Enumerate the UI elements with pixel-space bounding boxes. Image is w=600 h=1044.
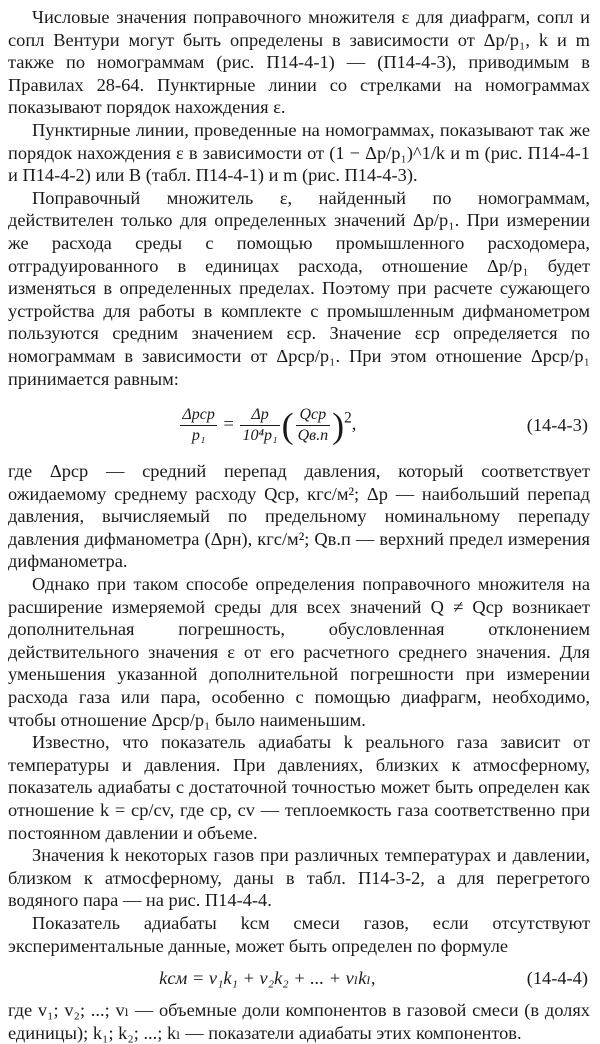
left-paren: ( <box>281 405 294 446</box>
lhs-numerator: Δpср <box>180 405 217 426</box>
fraction-q <box>296 405 331 446</box>
equation-number: (14-4-4) <box>526 967 588 988</box>
paragraph-where-definitions: где Δpср — средний перепад давления, который соответствует ожидаемому среднему расходу Qср, кгс/м²; Δp — наибольший перепад давления, вычисляемый по предельному номинальному перепаду давления дифманометра (Δpн), кгс/м²; Qв.п — верхний предел измерения дифманометра. <box>8 461 590 572</box>
exponent: 2 <box>344 409 352 427</box>
paragraph-volume-fractions: где v₁; v₂; ...; vₗ — объемные доли компонентов в газовой смеси (в долях единицы); k₁; k₂; ...; kₗ — показатели адиабаты этих компонентов. <box>8 1000 590 1043</box>
equation-number: (14-4-3) <box>526 414 588 435</box>
paragraph-dashed-lines: Пунктирные линии, проведенные на номограммах, показывают так же порядок нахождения ε в зависимости от (1 − Δp/p₁)^1/k и m (рис. П14-4-1 и П14-4-2) или B (табл. П14-4-1) и m (рис. П14-4-3). <box>8 119 590 186</box>
paragraph-k-values: Значения k некоторых газов при различных температурах и давлении, близком к атмосферному, даны в табл. П14-3-2, а для перегретого водяного пара — на рис. П14-4-4. <box>8 845 590 911</box>
right-paren: ) <box>332 405 345 446</box>
fraction-lhs <box>180 405 217 446</box>
lhs-denominator: p₁ <box>191 426 206 444</box>
formula-tail: , <box>351 413 357 434</box>
paragraph-additional-error: Однако при таком способе определения поправочного множителя на расширение измеряемой среды для всех значений Q ≠ Qср возникает дополнительная погрешность, обусловленная отклонением действительного значения ε от его расчетного среднего значения. Для уменьшения указанной дополнительной погрешности при измерении расхода газа или пара, особенно с помощью диафрагм, необходимо, чтобы отношение Δpср/p₁ было наименьшим. <box>8 574 590 730</box>
paragraph-epsilon-nomograms: Числовые значения поправочного множителя ε для диафрагм, сопл и сопл Вентури могут быть определены в зависимости от Δp/p₁, k и m также по номограммам (рис. П14-4-1) — (П14-4-3), приводимым в Правилах 28-64. Пунктирные линии со стрелками на номограммах показывают порядок нахождения ε. <box>8 7 590 118</box>
rhs-denominator: 10⁴p₁ <box>242 426 278 444</box>
equals-sign: = <box>223 413 234 434</box>
formula-body: kсм = v₁k₁ + v₂k₂ + ... + vₗkₗ, <box>159 967 376 988</box>
paragraph-mixture-k: Показатель адиабаты kсм смеси газов, если отсутствуют экспериментальные данные, может быть определен по формуле <box>8 912 590 956</box>
paragraph-adiabatic-index: Известно, что показатель адиабаты k реального газа зависит от температуры и давления. При давлениях, близких к атмосферному, показатель адиабаты с достаточной точностью может быть определен как отношение k = cp/cv, где cp, cv — теплоемкость газа соответственно при постоянном давлении и объеме. <box>8 732 590 843</box>
formula-14-4-3 <box>8 396 590 454</box>
rhs-numerator: Δp <box>240 405 279 426</box>
formula-body <box>8 405 527 446</box>
q-denominator: Qв.п <box>297 426 329 444</box>
paragraph-mean-epsilon: Поправочный множитель ε, найденный по номограммам, действителен только для определенных значений Δp/p₁. При измерении же расхода среды с помощью промышленного расходомера, отградуированного в единицах расхода, отношение Δp/p₁ будет изменяться в определенных пределах. Поэтому при расчете сужающего устройства для работы в комплекте с промышленным дифманометром пользуются средним значением εср. Значение εср определяется по номограммам в зависимости от Δpср/p₁. При этом отношение Δpср/p₁ принимается равным: <box>8 187 590 389</box>
formula-14-4-4 <box>8 963 590 993</box>
fraction-rhs <box>240 405 279 446</box>
q-numerator: Qср <box>296 405 331 426</box>
